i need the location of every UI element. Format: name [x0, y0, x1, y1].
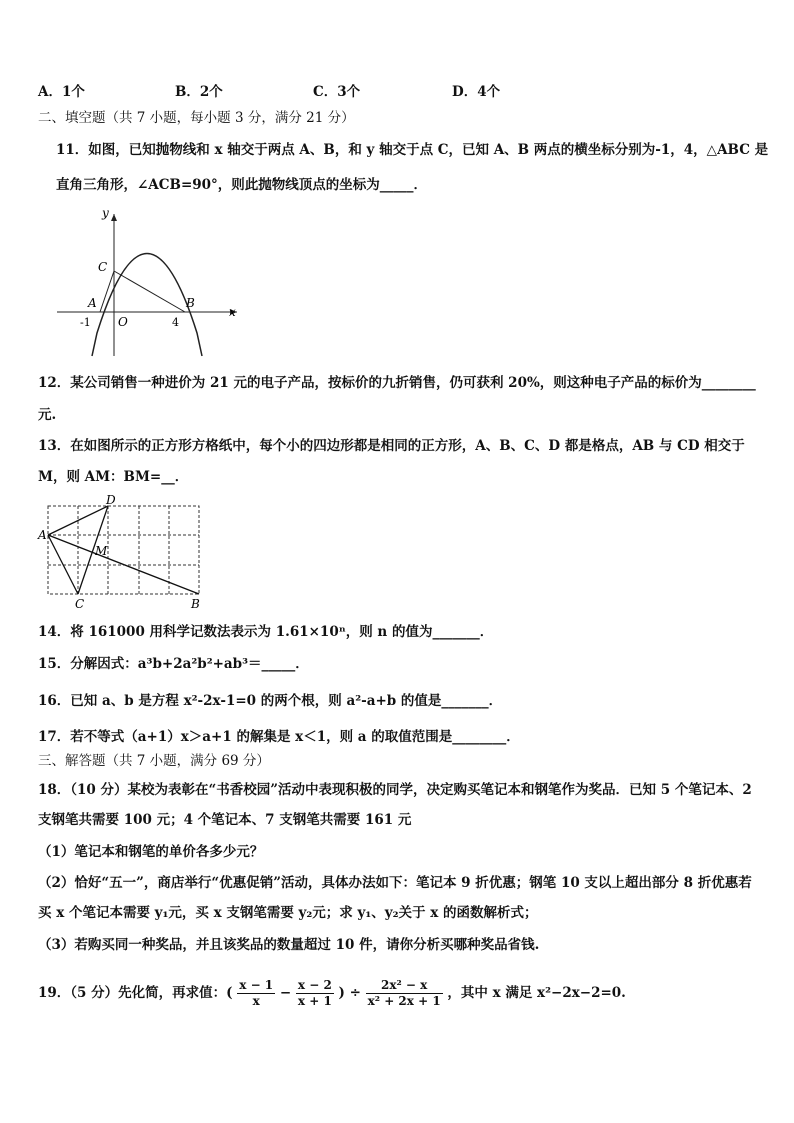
fig11-tick-4: 4: [172, 316, 179, 329]
q13-grid-figure: [36, 492, 216, 612]
q15: 15．分解因式：a³b+2a²b²+ab³＝_____．: [38, 656, 309, 672]
q19-f1-denominator: x: [252, 994, 260, 1008]
q18-part1: （1）笔记本和钢笔的单价各多少元？: [38, 844, 264, 860]
q19-lead: 19．（5 分）先化简，再求值：(: [38, 985, 233, 1001]
q18-part2-line2: 买 x 个笔记本需要 y₁元，买 x 支钢笔需要 y₂元；求 y₁、y₂关于 x 的函数解析式；: [38, 905, 538, 921]
q17: 17．若不等式（a+1）x＞a+1 的解集是 x＜1，则 a 的取值范围是________．: [38, 729, 520, 745]
option-a: A．1个: [38, 84, 85, 100]
q11-line1: 11．如图，已知抛物线和 x 轴交于两点 A、B，和 y 轴交于点 C，已知 A、B 两点的横坐标分别为-1，4，△ABC 是: [56, 142, 769, 158]
section-fill-in-heading: 二、填空题（共 7 小题，每小题 3 分，满分 21 分）: [38, 110, 355, 126]
q12-line1: 12．某公司销售一种进价为 21 元的电子产品，按标价的九折销售，仍可获利 20%，则这种电子产品的标价为________: [38, 375, 756, 391]
fig11-y-label: y: [102, 206, 109, 220]
option-c: C．3个: [313, 84, 361, 100]
q14: 14．将 161000 用科学记数法表示为 1.61×10ⁿ，则 n 的值为_______．: [38, 624, 494, 640]
fig11-point-c: C: [98, 260, 108, 274]
q13-line1: 13．在如图所示的正方形方格纸中，每个小的四边形都是相同的正方形，A、B、C、D 都是格点，AB 与 CD 相交于: [38, 438, 745, 454]
q19-f2-numerator: x − 2: [297, 978, 332, 992]
q19-f1-numerator: x − 1: [239, 978, 274, 992]
q18-part3: （3）若购买同一种奖品，并且该奖品的数量超过 10 件，请你分析买哪种奖品省钱.: [38, 937, 540, 953]
q19: [38, 973, 626, 1013]
fig11-tick-neg1: -1: [80, 316, 91, 329]
q19-fraction-3: [366, 978, 443, 1009]
q19-minus: −: [279, 985, 292, 1001]
fig11-x-label: x: [229, 305, 236, 319]
q16: 16．已知 a、b 是方程 x²-2x-1=0 的两个根，则 a²-a+b 的值是_______．: [38, 693, 503, 709]
q12-line2: 元.: [38, 407, 57, 423]
q11-line2: 直角三角形，∠ACB=90°，则此抛物线顶点的坐标为_____．: [56, 177, 428, 193]
q18-line1: 18．（10 分）某校为表彰在“书香校园”活动中表现积极的同学，决定购买笔记本和钢笔作为奖品．已知 5 个笔记本、2: [38, 782, 752, 798]
q18-part2-line1: （2）恰好“五一”，商店举行“优惠促销”活动，具体办法如下：笔记本 9 折优惠；钢笔 10 支以上超出部分 8 折优惠若: [38, 875, 752, 891]
fig13-point-b: B: [191, 597, 200, 611]
q19-f3-denominator: x² + 2x + 1: [367, 994, 441, 1008]
q19-tail: ，其中 x 满足 x²−2x−2=0.: [447, 985, 626, 1001]
q13-line2: M，则 AM：BM=__．: [38, 469, 189, 485]
option-b: B．2个: [175, 84, 223, 100]
q19-fraction-2: [296, 978, 334, 1009]
section-solutions-heading: 三、解答题（共 7 小题，满分 69 分）: [38, 753, 270, 769]
fig13-point-d: D: [106, 493, 116, 507]
q19-divide: ) ÷: [338, 985, 361, 1001]
fig13-point-c: C: [75, 597, 85, 611]
fig11-point-b: B: [186, 296, 195, 310]
q19-f2-denominator: x + 1: [297, 994, 332, 1008]
q11-parabola-figure: [52, 204, 247, 359]
q19-fraction-1: [237, 978, 275, 1009]
fig13-point-m: M: [95, 544, 108, 558]
q19-f3-numerator: 2x² − x: [366, 978, 443, 994]
option-d: D．4个: [452, 84, 501, 100]
q18-line2: 支钢笔共需要 100 元；4 个笔记本、7 支钢笔共需要 161 元: [38, 812, 412, 828]
fig13-point-a: A: [38, 528, 47, 542]
fig11-origin: O: [118, 315, 128, 329]
fig11-point-a: A: [88, 296, 97, 310]
